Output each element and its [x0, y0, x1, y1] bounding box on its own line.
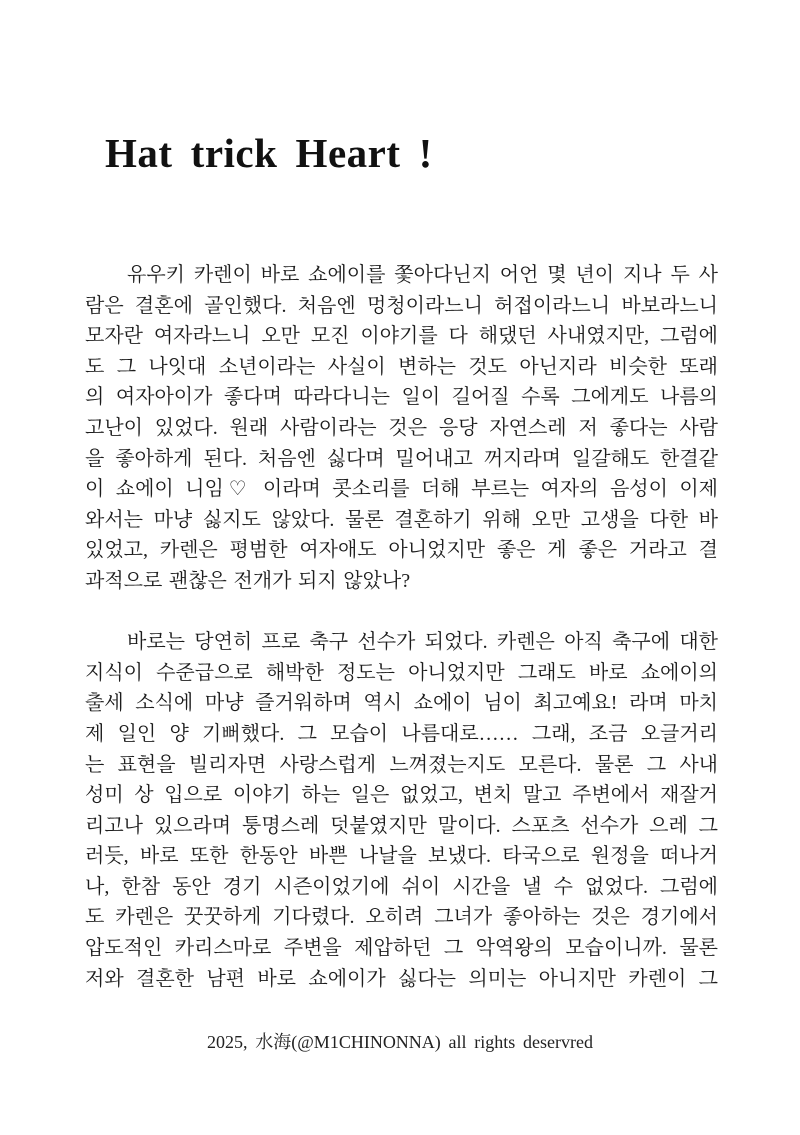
- text-line: 출세 소식에 마냥 즐거워하며 역시 쇼에이 님이 최고예요! 라며 마치: [85, 692, 718, 715]
- text-line: 압도적인 카리스마로 주변을 제압하던 그 악역왕의 모습이니까. 물론: [85, 937, 718, 960]
- text-line: 는 표현을 빌리자면 사랑스럽게 느껴졌는지도 모른다. 물론 그 사내: [85, 753, 718, 776]
- text-line: 모자란 여자라느니 오만 모진 이야기를 다 해댔던 사내였지만, 그럼에: [85, 325, 718, 348]
- text-line: 저와 결혼한 남편 바로 쇼에이가 싫다는 의미는 아니지만 카렌이 그: [85, 967, 718, 990]
- paragraph: [85, 260, 718, 597]
- text-line: 리고나 있으라며 퉁명스레 덧붙였지만 말이다. 스포츠 선수가 으레 그: [85, 814, 718, 837]
- text-line: 지식이 수준급으로 해박한 정도는 아니었지만 그래도 바로 쇼에이의: [85, 661, 718, 684]
- text-line: 제 일인 양 기뻐했다. 그 모습이 나름대로…… 그래, 조금 오글거리: [85, 722, 718, 745]
- paragraph: [85, 627, 718, 994]
- copyright-footer: 2025, 水海(@M1CHINONNA) all rights deservred: [207, 1032, 593, 1052]
- text-line: 와서는 마냥 싫지도 않았다. 물론 결혼하기 위해 오만 고생을 다한 바: [85, 508, 718, 531]
- text-line: 람은 결혼에 골인했다. 처음엔 멍청이라느니 허접이라느니 바보라느니: [85, 294, 718, 317]
- text-line: 고난이 있었다. 원래 사람이라는 것은 응당 자연스레 저 좋다는 사람: [85, 416, 718, 439]
- page-title: Hat trick Heart !: [105, 130, 433, 176]
- document-body: [85, 260, 718, 994]
- text-line: 있었고, 카렌은 평범한 여자애도 아니었지만 좋은 게 좋은 거라고 결: [85, 539, 718, 562]
- text-line: 유우키 카렌이 바로 쇼에이를 쫓아다닌지 어언 몇 년이 지나 두 사: [127, 264, 718, 286]
- text-line: 바로는 당연히 프로 축구 선수가 되었다. 카렌은 아직 축구에 대한: [127, 631, 718, 654]
- text-line: 도 그 나잇대 소년이라는 사실이 변하는 것도 아닌지라 비슷한 또래: [85, 355, 718, 378]
- text-line: 을 좋아하게 된다. 처음엔 싫다며 밀어내고 꺼지라며 일갈해도 한결같: [85, 447, 718, 470]
- text-line: 성미 상 입으로 이야기 하는 일은 없었고, 변치 말고 주변에서 재잘거: [85, 784, 718, 807]
- text-line: 과적으로 괜찮은 전개가 되지 않았나?: [85, 569, 411, 592]
- text-line: 이 쇼에이 니임♡ 이라며 콧소리를 더해 부르는 여자의 음성이 이제: [85, 478, 718, 501]
- text-line: 도 카렌은 꿋꿋하게 기다렸다. 오히려 그녀가 좋아하는 것은 경기에서: [85, 906, 718, 929]
- text-line: 러듯, 바로 또한 한동안 바쁜 나날을 보냈다. 타국으로 원정을 떠나거: [85, 845, 718, 868]
- text-line: 나, 한참 동안 경기 시즌이었기에 쉬이 시간을 낼 수 없었다. 그럼에: [85, 875, 718, 898]
- text-line: 의 여자아이가 좋다며 따라다니는 일이 길어질 수록 그에게도 나름의: [85, 386, 718, 409]
